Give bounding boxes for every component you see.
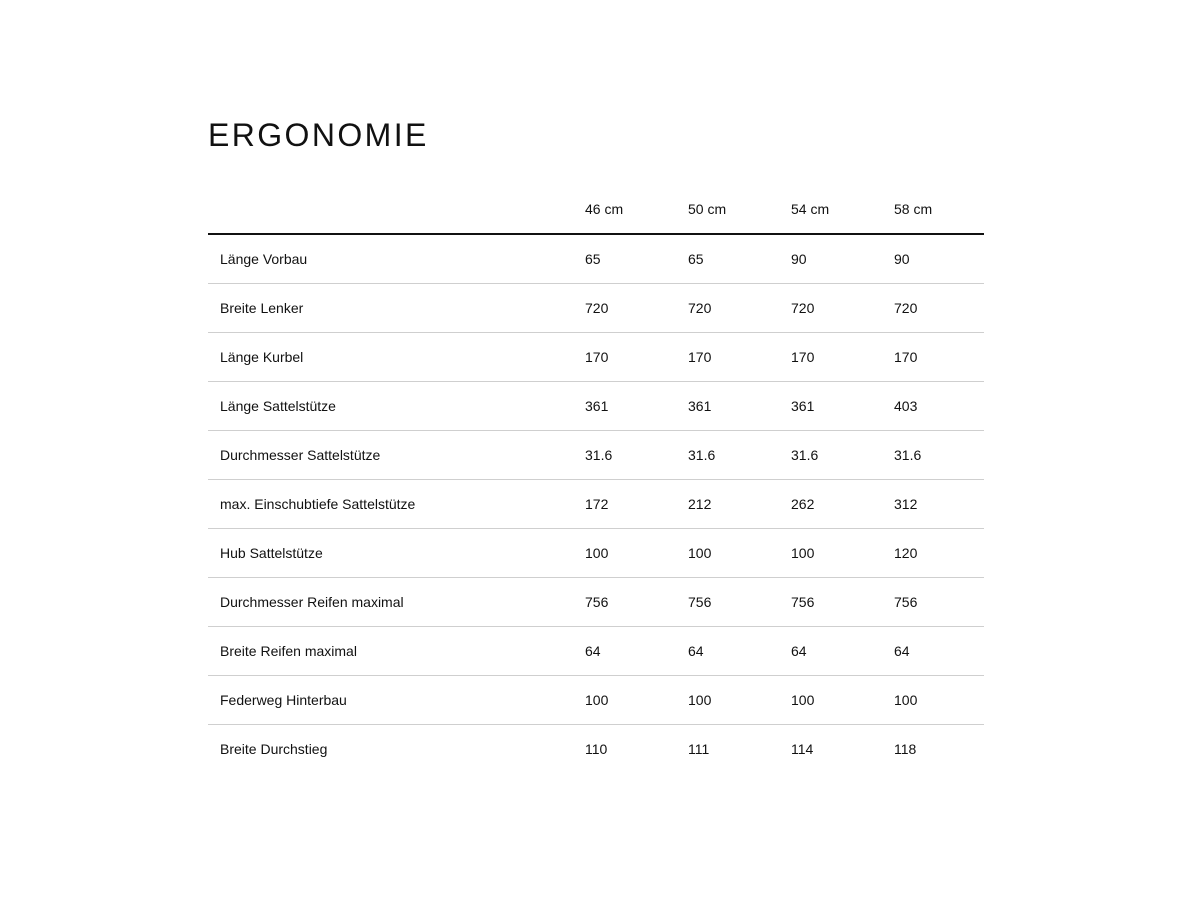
header-cell-size-46: 46 cm: [585, 185, 688, 234]
table-row: [208, 431, 984, 480]
row-value: 65: [585, 234, 688, 284]
table-row: [208, 676, 984, 725]
row-value: 90: [791, 234, 894, 284]
table-row: [208, 627, 984, 676]
row-value: 403: [894, 382, 984, 431]
row-value: 720: [791, 284, 894, 333]
row-value: 31.6: [791, 431, 894, 480]
row-value: 64: [688, 627, 791, 676]
row-value: 64: [894, 627, 984, 676]
row-value: 120: [894, 529, 984, 578]
row-value: 31.6: [688, 431, 791, 480]
table-row: [208, 333, 984, 382]
row-value: 64: [791, 627, 894, 676]
row-value: 361: [688, 382, 791, 431]
row-value: 31.6: [894, 431, 984, 480]
row-value: 100: [585, 676, 688, 725]
table-row: [208, 725, 984, 774]
table-row: [208, 234, 984, 284]
row-value: 170: [688, 333, 791, 382]
header-cell-size-54: 54 cm: [791, 185, 894, 234]
row-label: Länge Vorbau: [208, 234, 585, 284]
row-label: max. Einschubtiefe Sattelstütze: [208, 480, 585, 529]
ergonomics-table: [208, 185, 984, 773]
row-label: Länge Sattelstütze: [208, 382, 585, 431]
row-value: 720: [585, 284, 688, 333]
row-value: 31.6: [585, 431, 688, 480]
row-value: 756: [894, 578, 984, 627]
row-value: 756: [688, 578, 791, 627]
row-value: 118: [894, 741, 917, 757]
table-body: [208, 234, 984, 773]
row-value: 172: [585, 480, 688, 529]
header-cell-label: [208, 185, 585, 234]
row-value: 111: [688, 741, 710, 757]
row-value: 756: [585, 578, 688, 627]
row-value: 100: [688, 529, 791, 578]
row-value: 100: [585, 529, 688, 578]
header-row: [208, 185, 984, 234]
table-row: [208, 284, 984, 333]
row-value: 720: [894, 284, 984, 333]
row-value: 170: [585, 333, 688, 382]
row-label: Länge Kurbel: [208, 333, 585, 382]
row-value: 110: [585, 741, 608, 757]
row-label: Federweg Hinterbau: [208, 676, 585, 725]
header-cell-size-50: 50 cm: [688, 185, 791, 234]
row-value: 212: [688, 480, 791, 529]
row-value: 262: [791, 480, 894, 529]
table-header: [208, 185, 984, 234]
section-title: ERGONOMIE: [208, 117, 429, 153]
row-value: 170: [894, 333, 984, 382]
row-label: Breite Reifen maximal: [208, 627, 585, 676]
row-value: 100: [791, 529, 894, 578]
row-value: 312: [894, 480, 984, 529]
row-value: 100: [688, 676, 791, 725]
row-value: 170: [791, 333, 894, 382]
table-row: [208, 529, 984, 578]
row-value: 64: [585, 627, 688, 676]
row-label: Durchmesser Sattelstütze: [208, 431, 585, 480]
row-label: Hub Sattelstütze: [208, 529, 585, 578]
table-row: [208, 578, 984, 627]
table-row: [208, 480, 984, 529]
row-value: 100: [791, 676, 894, 725]
row-value: 361: [585, 382, 688, 431]
row-value: 100: [894, 676, 984, 725]
row-label: Durchmesser Reifen maximal: [208, 578, 585, 627]
row-label: Breite Durchstieg: [220, 741, 328, 757]
table-row: [208, 382, 984, 431]
row-value: 361: [791, 382, 894, 431]
row-value: 90: [894, 234, 984, 284]
row-value: 65: [688, 234, 791, 284]
row-value: 114: [791, 741, 814, 757]
row-label: Breite Lenker: [208, 284, 585, 333]
row-value: 720: [688, 284, 791, 333]
row-value: 756: [791, 578, 894, 627]
header-cell-size-58: 58 cm: [894, 185, 984, 234]
